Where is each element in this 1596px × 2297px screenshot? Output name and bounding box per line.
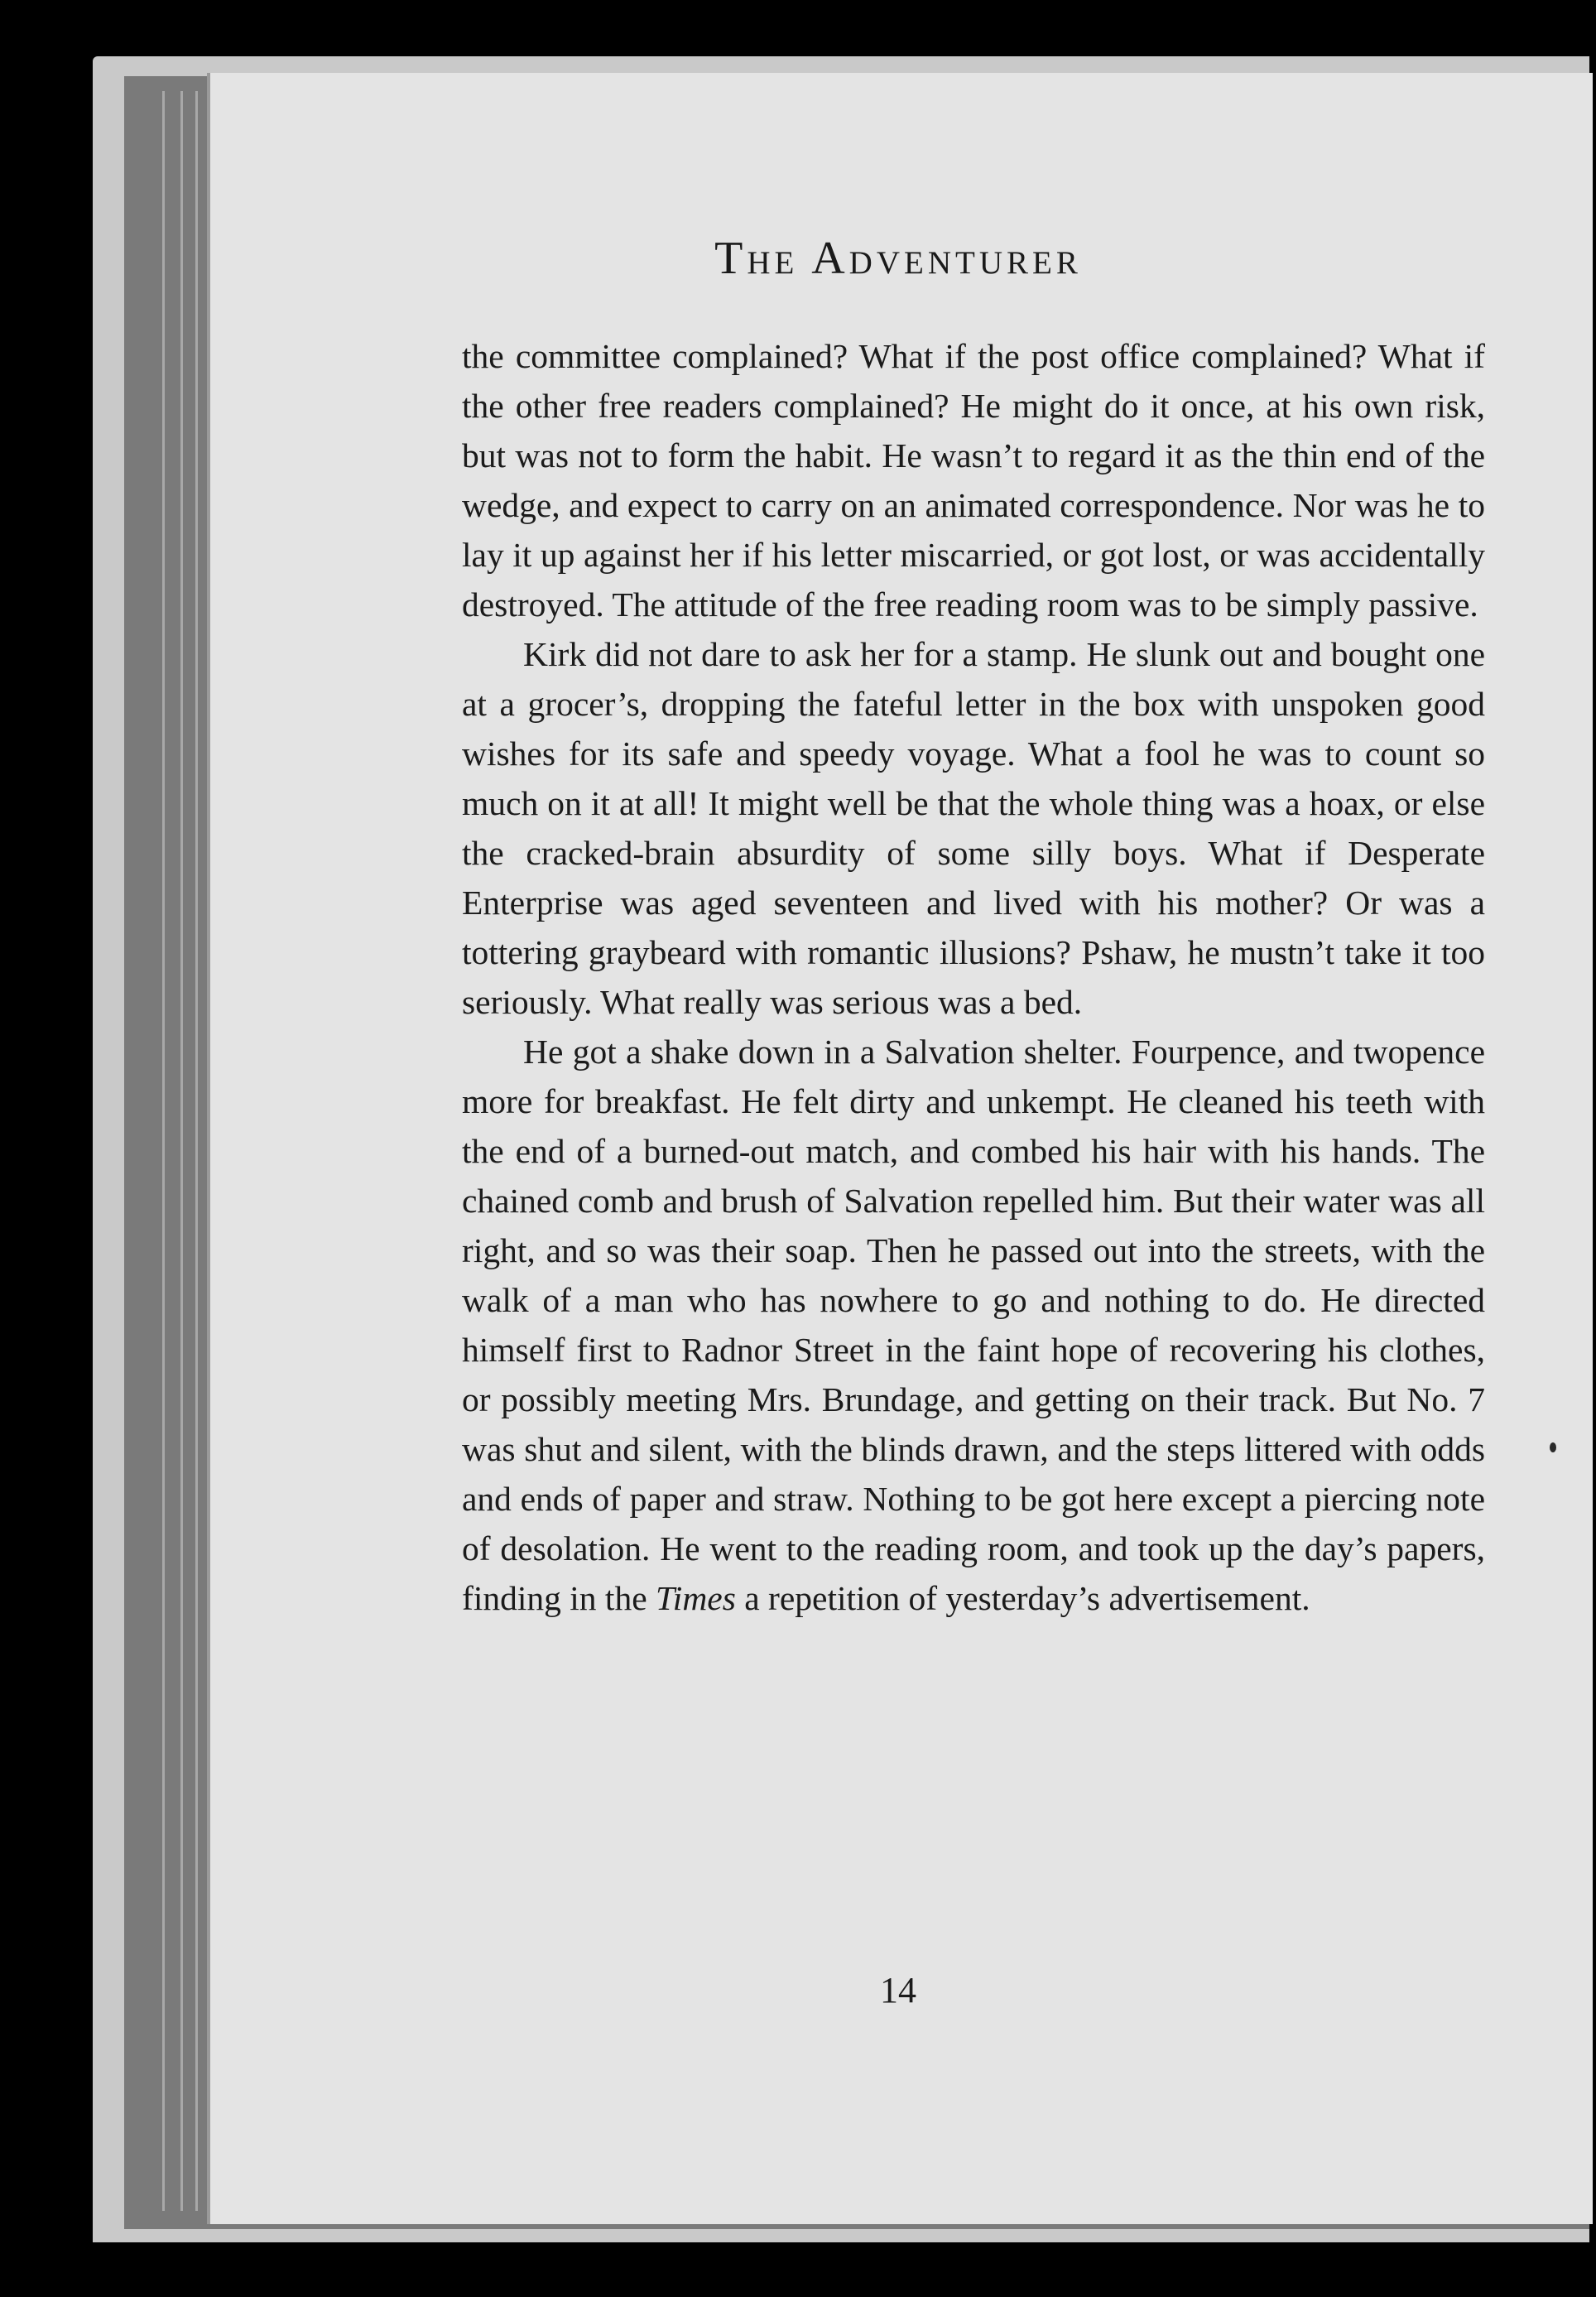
paragraph: the committee complained? What if the post office complained? What if the other free readers complained? He might do it once, at his own risk, but was not to form the habit. He wasn’t to regard it as the thin end of the wedge, and expect to carry on an animated correspondence. Nor was he to lay it up against her if his letter miscarried, or got lost, or was accidentally destroyed. The attitude of the free reading room was to be simply passive.: [462, 337, 1485, 624]
page-stack-line: [195, 91, 198, 2211]
page-stack-line: [180, 91, 183, 2211]
paragraph-text: a repetition of yesterday’s advertisement.: [744, 1579, 1310, 1617]
page-number: 14: [880, 1970, 916, 2010]
paragraph: Kirk did not dare to ask her for a stamp. He slunk out and bought one at a grocer’s, dropping the fateful letter in the box with unspoken good wishes for its safe and speedy voyage. What a fool he was to count so much on it at all! It might well be that the whole thing was a hoax, or else the cracked-brain absurdity of some silly boys. What if Desperate Enterprise was aged seventeen and lived with his mother? Or was a tottering graybeard with romantic illusions? Pshaw, he mustn’t take it too seriously. What really was serious was a bed.: [462, 635, 1485, 1021]
paragraph-text: He got a shake down in a Salvation shelter. Fourpence, and twopence more for breakfast. He felt dirty and unkempt. He cleaned his teeth with the end of a burned-out match, and combed his hair with his hands. The chained comb and brush of Salvation repelled him. But their water was all right, and so was their soap. Then he passed out into the streets, with the walk of a man who has nowhere to go and nothing to do. He directed himself first to Radnor Street in the faint hope of recovering his clothes, or possibly meeting Mrs. Brundage, and getting on their track. But No. 7 was shut and silent, with the blinds drawn, and the steps littered with odds and ends of paper and straw. Nothing to be got here except a piercing note of desolation. He went to the reading room, and took up the day’s papers, finding in the: [462, 1033, 1485, 1617]
page-stack-line: [162, 91, 165, 2211]
scan-speck: [1550, 1442, 1556, 1452]
body-text: [462, 331, 1485, 1623]
running-head: The Adventurer: [714, 233, 1082, 284]
italic-title: Times: [656, 1579, 736, 1617]
paragraph: [462, 1027, 1485, 1623]
